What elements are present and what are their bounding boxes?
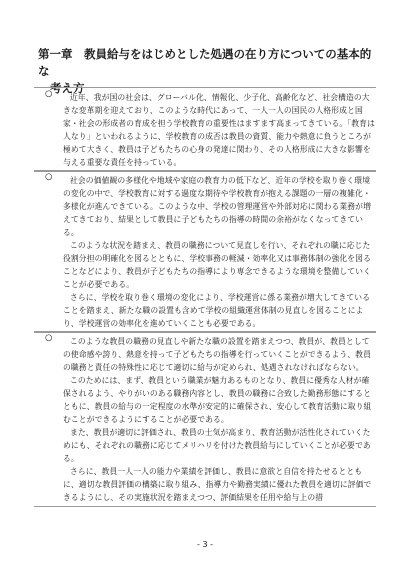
section-3 <box>34 331 376 507</box>
paragraph <box>63 465 376 504</box>
bullet-circle-icon: ○ <box>45 89 53 99</box>
section-body <box>63 91 376 169</box>
bullet-circle-icon: ○ <box>45 333 53 343</box>
paragraph-text: このような状況を踏まえ、教員の職務について見直しを行い、それぞれの職に応じた役割分担の明確化を図るとともに、学校事務の軽減・効率化又は事務体制の強化を図ることなどにより、教員が子どもたちの指導により専念できるような環境を整備していくことが必要である。 <box>63 241 371 289</box>
paragraph <box>63 291 376 330</box>
paragraph-text: さらに、学校を取り巻く環境の変化により、学校運営に係る業務が増大してきていることを踏まえ、新たな職の設置も含めて学校の組織運営体制の見直しを図ることにより、学校運営の効率化を進めていくことも必要である。 <box>63 293 371 328</box>
bullet-circle-icon: ○ <box>45 172 53 182</box>
paragraph <box>63 174 376 239</box>
paragraph-text: 近年、我が国の社会は、グローバル化、情報化、少子化、高齢化など、社会構造の大きな変革期を迎えており、このような時代にあって、一人一人の国民の人格形成と国家・社会の形成者の育成を担う学校教育の重要性はますます高まってきている。「教育は人なり」といわれるように、学校教育の成否は教員の資質、能力や熱意に負うところが極めて大きく、教員は子どもたちの心身の発達に関わり、その人格形成に大きな影響を与える重要な責任を持っている。 <box>63 93 375 167</box>
paragraph <box>63 239 376 291</box>
paragraph-text: また、教員が適切に評価され、教員の士気が高まり、教育活動が活性化されていくためにも、それぞれの職務に応じてメリハリを付けた教員給与にしていくことが必要である。 <box>63 428 371 463</box>
section-body <box>63 174 376 330</box>
section-body <box>63 335 376 504</box>
paragraph-text: 社会の価値観の多様化や地域や家庭の教育力の低下など、近年の学校を取り巻く環境の変化の中で、学校教育に対する過度な期待や学校教育が抱える課題の一層の複雑化・多様化が進んできている。このような中、学校の管理運営や外部対応に関わる業務が増えてきており、結果として教員に子どもたちの指導の時間の余裕がなくなってきている。 <box>63 176 371 237</box>
chapter-heading-line2: 考え方 <box>50 81 85 95</box>
paragraph <box>63 335 376 374</box>
paragraph <box>63 426 376 465</box>
paragraph <box>63 374 376 426</box>
paragraph-text: このような教員の職務の見直しや新たな職の設置を踏まえつつ、教員が、教員としての使命感や誇り、熱意を持って子どもたちの指導を行っていくことができるよう、教員の職務と責任の特殊性に応じて適切に給与が定められ、処遇されなければならない。 <box>63 337 371 372</box>
paragraph-text: このためには、まず、教員という職業が魅力あるものとなり、教員に優秀な人材が確保されるよう、やりがいのある職務内容とし、教員の職務に合致した勤務形態にするとともに、教員の給与の一定程度の水準が安定的に確保され、安心して教育活動に取り組むことができるようにすることが必要である。 <box>63 376 372 424</box>
paragraph-text: さらに、教員一人一人の能力や業績を評価し、教員に意欲と自信を持たせるとともに、適切な教員評価の構築に取り組み、指導力や勤務実績に優れた教員を適切に評価できるようにし、その実施状況を踏まえつつ、評価結果を任用や給与上の措 <box>63 467 372 502</box>
page-number: - 3 - <box>197 540 213 549</box>
chapter-heading-line1: 第一章 教員給与をはじめとした処遇の在り方についての基本的な <box>38 47 372 78</box>
section-1 <box>34 87 376 172</box>
section-2 <box>34 170 376 333</box>
paragraph <box>63 91 376 169</box>
